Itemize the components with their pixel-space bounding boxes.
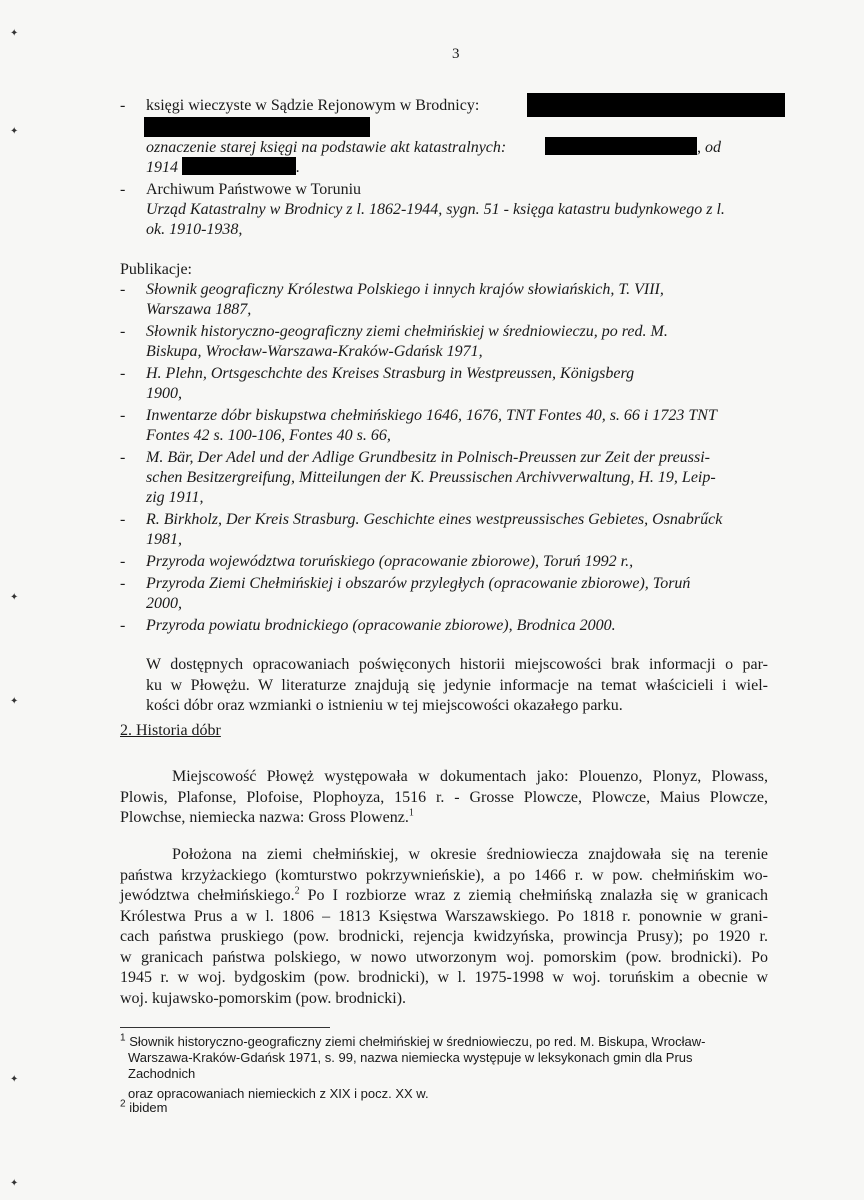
publication-item-line: 2000, [146, 595, 182, 612]
footnote-ref: 2 [294, 885, 300, 897]
publication-item-line: R. Birkholz, Der Kreis Strasburg. Geschichte eines westpreussisches Gebietes, Osnabrűck [146, 511, 723, 528]
list-dash: - [120, 553, 126, 570]
punch-hole-mark: ✦ [10, 28, 19, 39]
publication-item-line: Przyroda powiatu brodnickiego (opracowanie zbiorowe), Brodnica 2000. [146, 617, 616, 634]
paragraph-line: woj. kujawsko-pomorskim (pow. brodnicki). [120, 989, 407, 1007]
paragraph-line [120, 886, 768, 907]
page-number: 3 [452, 46, 460, 62]
paragraph-line: państwa krzyżackiego (komturstwo pokrzywnieńskie), a po 1466 r. w pow. chełmińskim wo- [120, 866, 768, 884]
list-dash: - [120, 323, 126, 340]
paragraph-text: Po I rozbiorze wraz z ziemią chełmińską znalazła się w granicach [299, 887, 769, 904]
source-item-land-register: księgi wieczyste w Sądzie Rejonowym w Brodnicy: [146, 97, 480, 114]
paragraph-line: cach państwa pruskiego (pow. brodnicki, rejencja kwidzyńska, prowincja Prusy); po 1920 r. [120, 928, 768, 945]
list-dash: - [120, 407, 126, 424]
punch-hole-mark: ✦ [10, 592, 19, 603]
redaction-block [182, 157, 296, 175]
footnote-mark: 2 [120, 1098, 126, 1110]
paragraph-text: jewództwa chełmińskiego. [120, 887, 295, 904]
source-item-archive: Archiwum Państwowe w Toruniu [146, 181, 362, 198]
publication-item-line: Przyroda Ziemi Chełmińskiej i obszarów przyległych (opracowanie zbiorowe), Toruń [146, 575, 691, 592]
history-paragraph-1 [120, 767, 768, 829]
punch-hole-mark: ✦ [10, 126, 19, 137]
punch-hole-mark: ✦ [10, 696, 19, 707]
footnote-text: Słownik historyczno-geograficzny ziemi chełmińskiej w średniowieczu, po red. M. Biskupa, Wrocław- [129, 1034, 706, 1049]
publication-item-line: Fontes 42 s. 100-106, Fontes 40 s. 66, [146, 427, 391, 444]
footnote-1 [120, 1034, 706, 1049]
publication-item-line: 1981, [146, 531, 182, 548]
list-dash: - [120, 449, 126, 466]
redaction-block [527, 93, 785, 117]
paragraph-line: Położona na ziemi chełmińskiej, w okresie średniowiecza znajdowała się na terenie [172, 846, 768, 863]
section-heading: 2. Historia dóbr [120, 722, 221, 739]
list-dash: - [120, 617, 126, 634]
punch-hole-mark: ✦ [10, 1074, 19, 1085]
publication-item-line: Słownik geograficzny Królestwa Polskiego i innych krajów słowiańskich, T. VIII, [146, 281, 664, 298]
list-dash: - [120, 181, 126, 198]
paragraph-line: kości dóbr oraz wzmianki o istnieniu w tej miejscowości okazałego parku. [146, 697, 623, 714]
old-register-suffix: , od [697, 139, 721, 156]
paragraph-line: 1945 r. w woj. bydgoskim (pow. brodnicki), w l. 1975-1998 w woj. toruńskim a obecnie w [120, 969, 768, 986]
redaction-block [545, 137, 697, 155]
old-register-label: oznaczenie starej księgi na podstawie akt katastralnych: [146, 139, 507, 156]
publication-item-line: Inwentarze dóbr biskupstwa chełmińskiego 1646, 1676, TNT Fontes 40, s. 66 i 1723 TNT [146, 407, 717, 424]
archive-detail-line: ok. 1910-1938, [146, 221, 243, 238]
paragraph-line: W dostępnych opracowaniach poświęconych historii miejscowości brak informacji o par- [146, 656, 768, 673]
history-paragraph-2 [120, 845, 768, 1009]
paragraph-line: Plowis, Plafonse, Plofoise, Plophoyza, 1516 r. - Grosse Plowcze, Plowcze, Maius Plowcze, [120, 788, 768, 806]
publication-item-line: zig 1911, [146, 489, 204, 506]
paragraph-line: Królestwa Prus a w l. 1806 – 1813 Księstwa Warszawskiego. Po 1818 r. ponownie w grani- [120, 907, 768, 925]
footnote-ref: 1 [408, 807, 414, 819]
footnote-2 [120, 1100, 167, 1115]
publication-item-line: schen Besitzergreifung, Mitteilungen der K. Preussischen Archivverwaltung, H. 19, Leip- [146, 469, 716, 486]
archive-detail-line: Urząd Katastralny w Brodnicy z l. 1862-1944, sygn. 51 - księga katastru budynkowego z l. [146, 201, 725, 218]
paragraph-text: Plowchse, niemiecka nazwa: Gross Plowenz. [120, 809, 409, 826]
paragraph-line: w granicach państwa polskiego, w nowo utworzonym woj. pomorskim (pow. brodnicki). Po [120, 948, 768, 966]
publication-item-line: Warszawa 1887, [146, 301, 252, 318]
publication-item-line: 1900, [146, 385, 182, 402]
publication-item-line: M. Bär, Der Adel und der Adlige Grundbesitz in Polnisch-Preussen zur Zeit der preussi- [146, 449, 710, 466]
footnote-mark: 1 [120, 1032, 126, 1044]
paragraph-line: Miejscowość Płowęż występowała w dokumentach jako: Plouenzo, Plonyz, Plowass, [172, 768, 768, 785]
list-dash: - [120, 511, 126, 528]
list-dash: - [120, 575, 126, 592]
paragraph-line: ku w Płowężu. W literaturze znajdują się jedynie informacje na temat właścicieli i wiel- [146, 676, 768, 694]
old-register-end: . [296, 159, 300, 176]
old-register-year: 1914 [146, 159, 178, 176]
footnote-separator [120, 1027, 330, 1028]
publications-heading: Publikacje: [120, 261, 192, 278]
publication-item-line: Przyroda województwa toruńskiego (opracowanie zbiorowe), Toruń 1992 r., [146, 553, 634, 570]
footnote-text: ibidem [129, 1100, 168, 1115]
publication-item-line: Biskupa, Wrocław-Warszawa-Kraków-Gdańsk 1971, [146, 343, 483, 360]
list-dash: - [120, 281, 126, 298]
footnote-1-line: Zachodnich [128, 1066, 196, 1081]
footnote-1-line: oraz opracowaniach niemieckich z XIX i pocz. XX w. [128, 1086, 429, 1101]
punch-hole-mark: ✦ [10, 1178, 19, 1189]
list-dash: - [120, 365, 126, 382]
paragraph-line [120, 808, 768, 829]
footnote-1-line: Warszawa-Kraków-Gdańsk 1971, s. 99, nazwa niemiecka występuje w leksykonach gmin dla Prus [128, 1050, 693, 1065]
publication-item-line: Słownik historyczno-geograficzny ziemi chełmińskiej w średniowieczu, po red. M. [146, 323, 668, 340]
redaction-block [144, 117, 370, 137]
intro-paragraph [146, 655, 768, 717]
list-dash: - [120, 97, 126, 114]
publication-item-line: H. Plehn, Ortsgeschchte des Kreises Strasburg in Westpreussen, Königsberg [146, 365, 635, 382]
